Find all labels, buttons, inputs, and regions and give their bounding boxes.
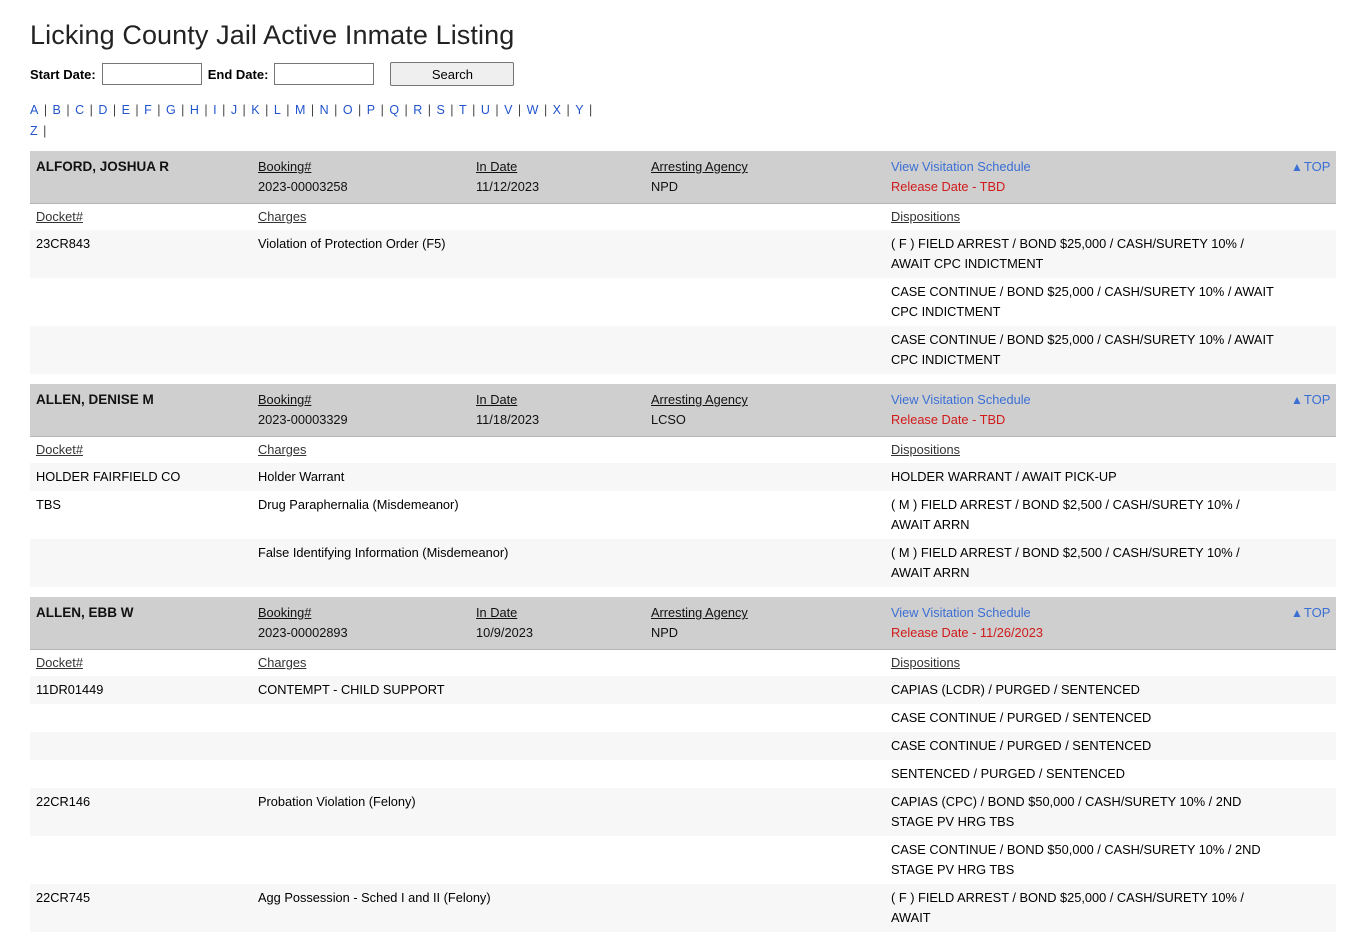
charge-value: Drug Paraphernalia (Misdemeanor) <box>258 497 459 512</box>
disposition-cell <box>885 463 1285 491</box>
visitation-cell <box>885 597 1285 650</box>
top-spacer-cell <box>1285 884 1336 932</box>
booking-label: Booking# <box>258 159 312 174</box>
arresting-agency-value: LCSO <box>651 412 686 427</box>
table-row <box>30 788 1336 836</box>
docket-cell <box>30 539 252 587</box>
docket-label-cell <box>30 204 252 231</box>
inmate-name: ALLEN, DENISE M <box>36 392 154 407</box>
alpha-link-s[interactable]: S <box>436 103 445 117</box>
in-date-cell <box>470 151 645 204</box>
search-bar <box>30 62 1336 86</box>
disposition-cell <box>885 788 1285 836</box>
docket-cell <box>30 463 252 491</box>
start-date-label: Start Date: <box>30 66 96 82</box>
in-date-label: In Date <box>476 392 518 407</box>
alpha-link-v[interactable]: V <box>504 103 513 117</box>
alpha-link-b[interactable]: B <box>52 103 61 117</box>
disposition-cell <box>885 539 1285 587</box>
view-visitation-schedule-link[interactable]: View Visitation Schedule <box>891 159 1031 174</box>
alpha-separator: | <box>239 103 250 117</box>
docket-cell <box>30 836 252 884</box>
top-cell <box>1285 384 1336 437</box>
docket-cell <box>30 704 252 732</box>
arresting-agency-label: Arresting Agency <box>651 605 748 620</box>
inmate-header-row <box>30 597 1336 650</box>
arresting-agency-value: NPD <box>651 179 679 194</box>
disposition-value: CAPIAS (LCDR) / PURGED / SENTENCED <box>891 682 1140 697</box>
top-spacer-cell <box>1285 491 1336 539</box>
docket-cell <box>30 732 252 760</box>
search-button[interactable]: Search <box>390 62 514 86</box>
alpha-link-l[interactable]: L <box>273 103 281 117</box>
disposition-cell <box>885 278 1285 326</box>
booking-label: Booking# <box>258 392 312 407</box>
top-spacer-cell <box>1285 704 1336 732</box>
alpha-separator: | <box>282 103 293 117</box>
docket-cell <box>30 788 252 836</box>
top-spacer-cell <box>1285 230 1336 278</box>
agency-cell <box>645 151 885 204</box>
docket-label-cell <box>30 650 252 677</box>
arresting-agency-value: NPD <box>651 625 679 640</box>
inmate-subheader-row <box>30 650 1336 677</box>
end-date-input[interactable] <box>274 63 374 85</box>
agency-cell <box>645 384 885 437</box>
disposition-value: CASE CONTINUE / BOND $50,000 / CASH/SURETY 10% / 2ND STAGE PV HRG TBS <box>891 842 1261 877</box>
alpha-separator: | <box>218 103 229 117</box>
charge-cell <box>252 278 885 326</box>
in-date-cell <box>470 597 645 650</box>
alpha-separator: | <box>40 103 51 117</box>
docket-label: Docket# <box>36 442 83 457</box>
disposition-value: ( M ) FIELD ARREST / BOND $2,500 / CASH/SURETY 10% / AWAIT ARRN <box>891 497 1240 532</box>
disposition-cell <box>885 884 1285 932</box>
charge-value: Holder Warrant <box>258 469 345 484</box>
alpha-link-k[interactable]: K <box>251 103 260 117</box>
charge-cell <box>252 836 885 884</box>
alpha-link-r[interactable]: R <box>413 103 423 117</box>
charge-cell <box>252 704 885 732</box>
alpha-separator: | <box>153 103 164 117</box>
dispositions-label-cell <box>885 650 1285 677</box>
alpha-separator: | <box>177 103 188 117</box>
charge-cell <box>252 230 885 278</box>
visitation-cell <box>885 151 1285 204</box>
alpha-link-u[interactable]: U <box>480 103 490 117</box>
top-spacer-cell <box>1285 732 1336 760</box>
alpha-separator: | <box>585 103 593 117</box>
docket-value: 11DR01449 <box>36 682 104 697</box>
inmate-listing-table <box>30 151 1336 932</box>
charge-cell <box>252 491 885 539</box>
in-date-label: In Date <box>476 159 518 174</box>
charges-label-cell <box>252 437 470 464</box>
empty-cell <box>470 650 645 677</box>
top-spacer-cell <box>1285 326 1336 374</box>
row-spacer <box>30 587 1336 597</box>
charges-label: Charges <box>258 442 307 457</box>
docket-value: 23CR843 <box>36 236 91 251</box>
top-link[interactable]: ▲TOP <box>1291 392 1330 407</box>
booking-value: 2023-00003258 <box>258 179 348 194</box>
dispositions-label: Dispositions <box>891 442 960 457</box>
booking-cell <box>252 384 470 437</box>
disposition-value: HOLDER WARRANT / AWAIT PICK-UP <box>891 469 1117 484</box>
disposition-value: CASE CONTINUE / PURGED / SENTENCED <box>891 738 1152 753</box>
disposition-value: ( M ) FIELD ARREST / BOND $2,500 / CASH/SURETY 10% / AWAIT ARRN <box>891 545 1240 580</box>
alpha-separator: | <box>261 103 272 117</box>
top-cell <box>1285 151 1336 204</box>
alpha-separator: | <box>446 103 458 117</box>
caret-up-icon: ▲ <box>1291 393 1303 407</box>
row-spacer-cell <box>30 587 1336 597</box>
alpha-link-f[interactable]: F <box>144 103 152 117</box>
inmate-name: ALLEN, EBB W <box>36 605 134 620</box>
disposition-value: CASE CONTINUE / PURGED / SENTENCED <box>891 710 1152 725</box>
disposition-cell <box>885 704 1285 732</box>
page-title: Licking County Jail Active Inmate Listing <box>30 20 515 50</box>
caret-up-icon: ▲ <box>1291 160 1303 174</box>
disposition-value: CASE CONTINUE / BOND $25,000 / CASH/SURETY 10% / AWAIT CPC INDICTMENT <box>891 332 1274 367</box>
top-spacer-cell <box>1285 836 1336 884</box>
table-row <box>30 884 1336 932</box>
in-date-label: In Date <box>476 605 518 620</box>
alpha-separator: | <box>200 103 212 117</box>
disposition-cell <box>885 836 1285 884</box>
table-row <box>30 836 1336 884</box>
disposition-value: CASE CONTINUE / BOND $25,000 / CASH/SURETY 10% / AWAIT CPC INDICTMENT <box>891 284 1274 319</box>
docket-cell <box>30 884 252 932</box>
alpha-separator: | <box>307 103 318 117</box>
disposition-cell <box>885 230 1285 278</box>
view-visitation-schedule-link[interactable]: View Visitation Schedule <box>891 392 1031 407</box>
top-cell <box>1285 597 1336 650</box>
disposition-value: CAPIAS (CPC) / BOND $50,000 / CASH/SURETY 10% / 2ND STAGE PV HRG TBS <box>891 794 1242 829</box>
release-date-value: Release Date - TBD <box>891 179 1006 194</box>
empty-cell <box>645 650 885 677</box>
charge-value: CONTEMPT - CHILD SUPPORT <box>258 682 445 697</box>
view-visitation-schedule-link[interactable]: View Visitation Schedule <box>891 605 1031 620</box>
top-spacer-cell <box>1285 676 1336 704</box>
dispositions-label-cell <box>885 204 1285 231</box>
top-spacer-cell <box>1285 539 1336 587</box>
alpha-link-m[interactable]: M <box>294 103 306 117</box>
alpha-link-h[interactable]: H <box>189 103 199 117</box>
charge-value: Probation Violation (Felony) <box>258 794 416 809</box>
table-row <box>30 491 1336 539</box>
docket-cell <box>30 491 252 539</box>
inmate-name-cell <box>30 384 252 437</box>
alpha-separator: | <box>86 103 97 117</box>
table-row <box>30 278 1336 326</box>
empty-cell <box>1285 650 1336 677</box>
release-date-value: Release Date - 11/26/2023 <box>891 625 1044 640</box>
alpha-separator: | <box>468 103 479 117</box>
docket-value: 22CR745 <box>36 890 91 905</box>
charge-cell <box>252 326 885 374</box>
inmate-header-row <box>30 384 1336 437</box>
release-date-value: Release Date - TBD <box>891 412 1006 427</box>
charge-value: Agg Possession - Sched I and II (Felony) <box>258 890 491 905</box>
disposition-value: ( F ) FIELD ARREST / BOND $25,000 / CASH/SURETY 10% / AWAIT CPC INDICTMENT <box>891 236 1244 271</box>
docket-cell <box>30 326 252 374</box>
alpha-separator: | <box>131 103 143 117</box>
disposition-cell <box>885 760 1285 788</box>
empty-cell <box>470 204 645 231</box>
dispositions-label: Dispositions <box>891 655 960 670</box>
disposition-cell <box>885 676 1285 704</box>
inmate-name-cell <box>30 151 252 204</box>
dispositions-label: Dispositions <box>891 209 960 224</box>
inmate-subheader-row <box>30 437 1336 464</box>
charges-label-cell <box>252 204 470 231</box>
docket-value: TBS <box>36 497 61 512</box>
inmate-name: ALFORD, JOSHUA R <box>36 159 170 174</box>
table-row <box>30 463 1336 491</box>
alpha-separator: | <box>377 103 388 117</box>
table-row <box>30 230 1336 278</box>
charge-cell <box>252 676 885 704</box>
alpha-index <box>30 100 1030 142</box>
row-spacer-cell <box>30 374 1336 384</box>
alpha-link-t[interactable]: T <box>459 103 467 117</box>
booking-cell <box>252 151 470 204</box>
empty-cell <box>645 204 885 231</box>
top-spacer-cell <box>1285 463 1336 491</box>
disposition-cell <box>885 491 1285 539</box>
table-row <box>30 704 1336 732</box>
alpha-link-g[interactable]: G <box>165 103 176 117</box>
alpha-link-y[interactable]: Y <box>575 103 584 117</box>
charge-cell <box>252 539 885 587</box>
booking-value: 2023-00003329 <box>258 412 348 427</box>
table-row <box>30 326 1336 374</box>
alpha-link-q[interactable]: Q <box>389 103 400 117</box>
dispositions-label-cell <box>885 437 1285 464</box>
table-row <box>30 676 1336 704</box>
arresting-agency-label: Arresting Agency <box>651 392 748 407</box>
alpha-link-w[interactable]: W <box>526 103 539 117</box>
inmate-header-row <box>30 151 1336 204</box>
end-date-label: End Date: <box>207 66 269 82</box>
charge-value: False Identifying Information (Misdemeanor) <box>258 545 509 560</box>
alpha-separator: | <box>39 124 47 138</box>
alpha-link-d[interactable]: D <box>98 103 108 117</box>
alpha-link-c[interactable]: C <box>75 103 85 117</box>
in-date-value: 11/18/2023 <box>476 412 540 427</box>
charges-label-cell <box>252 650 470 677</box>
empty-cell <box>645 437 885 464</box>
alpha-separator: | <box>330 103 341 117</box>
table-row <box>30 539 1336 587</box>
table-row <box>30 760 1336 788</box>
docket-label-cell <box>30 437 252 464</box>
top-link[interactable]: ▲TOP <box>1291 159 1330 174</box>
inmate-name-cell <box>30 597 252 650</box>
inmate-subheader-row <box>30 204 1336 231</box>
alpha-link-a[interactable]: A <box>30 103 39 117</box>
disposition-value: SENTENCED / PURGED / SENTENCED <box>891 766 1125 781</box>
booking-value: 2023-00002893 <box>258 625 348 640</box>
charge-cell <box>252 788 885 836</box>
docket-cell <box>30 278 252 326</box>
empty-cell <box>470 437 645 464</box>
alpha-link-p[interactable]: P <box>366 103 376 117</box>
caret-up-icon: ▲ <box>1291 606 1303 620</box>
docket-label: Docket# <box>36 655 83 670</box>
docket-cell <box>30 676 252 704</box>
in-date-value: 11/12/2023 <box>476 179 540 194</box>
alpha-separator: | <box>62 103 74 117</box>
charge-cell <box>252 760 885 788</box>
arresting-agency-label: Arresting Agency <box>651 159 748 174</box>
disposition-cell <box>885 732 1285 760</box>
charge-cell <box>252 884 885 932</box>
alpha-link-o[interactable]: O <box>342 103 353 117</box>
alpha-separator: | <box>540 103 551 117</box>
visitation-cell <box>885 384 1285 437</box>
top-spacer-cell <box>1285 760 1336 788</box>
charge-cell <box>252 463 885 491</box>
docket-value: 22CR146 <box>36 794 91 809</box>
docket-label: Docket# <box>36 209 83 224</box>
top-link[interactable]: ▲TOP <box>1291 605 1330 620</box>
in-date-cell <box>470 384 645 437</box>
row-spacer <box>30 374 1336 384</box>
alpha-separator: | <box>514 103 525 117</box>
alpha-separator: | <box>109 103 120 117</box>
empty-cell <box>1285 204 1336 231</box>
empty-cell <box>1285 437 1336 464</box>
booking-label: Booking# <box>258 605 312 620</box>
top-spacer-cell <box>1285 278 1336 326</box>
charges-label: Charges <box>258 209 307 224</box>
alpha-link-j[interactable]: J <box>230 103 238 117</box>
alpha-separator: | <box>424 103 435 117</box>
docket-cell <box>30 760 252 788</box>
in-date-value: 10/9/2023 <box>476 625 533 640</box>
alpha-separator: | <box>354 103 365 117</box>
alpha-link-e[interactable]: E <box>121 103 130 117</box>
docket-value: HOLDER FAIRFIELD CO <box>36 469 181 484</box>
charge-value: Violation of Protection Order (F5) <box>258 236 446 251</box>
agency-cell <box>645 597 885 650</box>
top-spacer-cell <box>1285 788 1336 836</box>
booking-cell <box>252 597 470 650</box>
alpha-link-n[interactable]: N <box>319 103 329 117</box>
alpha-separator: | <box>563 103 574 117</box>
charge-cell <box>252 732 885 760</box>
table-row <box>30 732 1336 760</box>
disposition-value: ( F ) FIELD ARREST / BOND $25,000 / CASH/SURETY 10% / AWAIT <box>891 890 1244 925</box>
alpha-separator: | <box>491 103 503 117</box>
alpha-link-i[interactable]: I <box>213 103 217 117</box>
alpha-link-z[interactable]: Z <box>30 124 38 138</box>
docket-cell <box>30 230 252 278</box>
alpha-separator: | <box>401 103 412 117</box>
start-date-input[interactable] <box>102 63 202 85</box>
disposition-cell <box>885 326 1285 374</box>
charges-label: Charges <box>258 655 307 670</box>
alpha-link-x[interactable]: X <box>552 103 562 117</box>
